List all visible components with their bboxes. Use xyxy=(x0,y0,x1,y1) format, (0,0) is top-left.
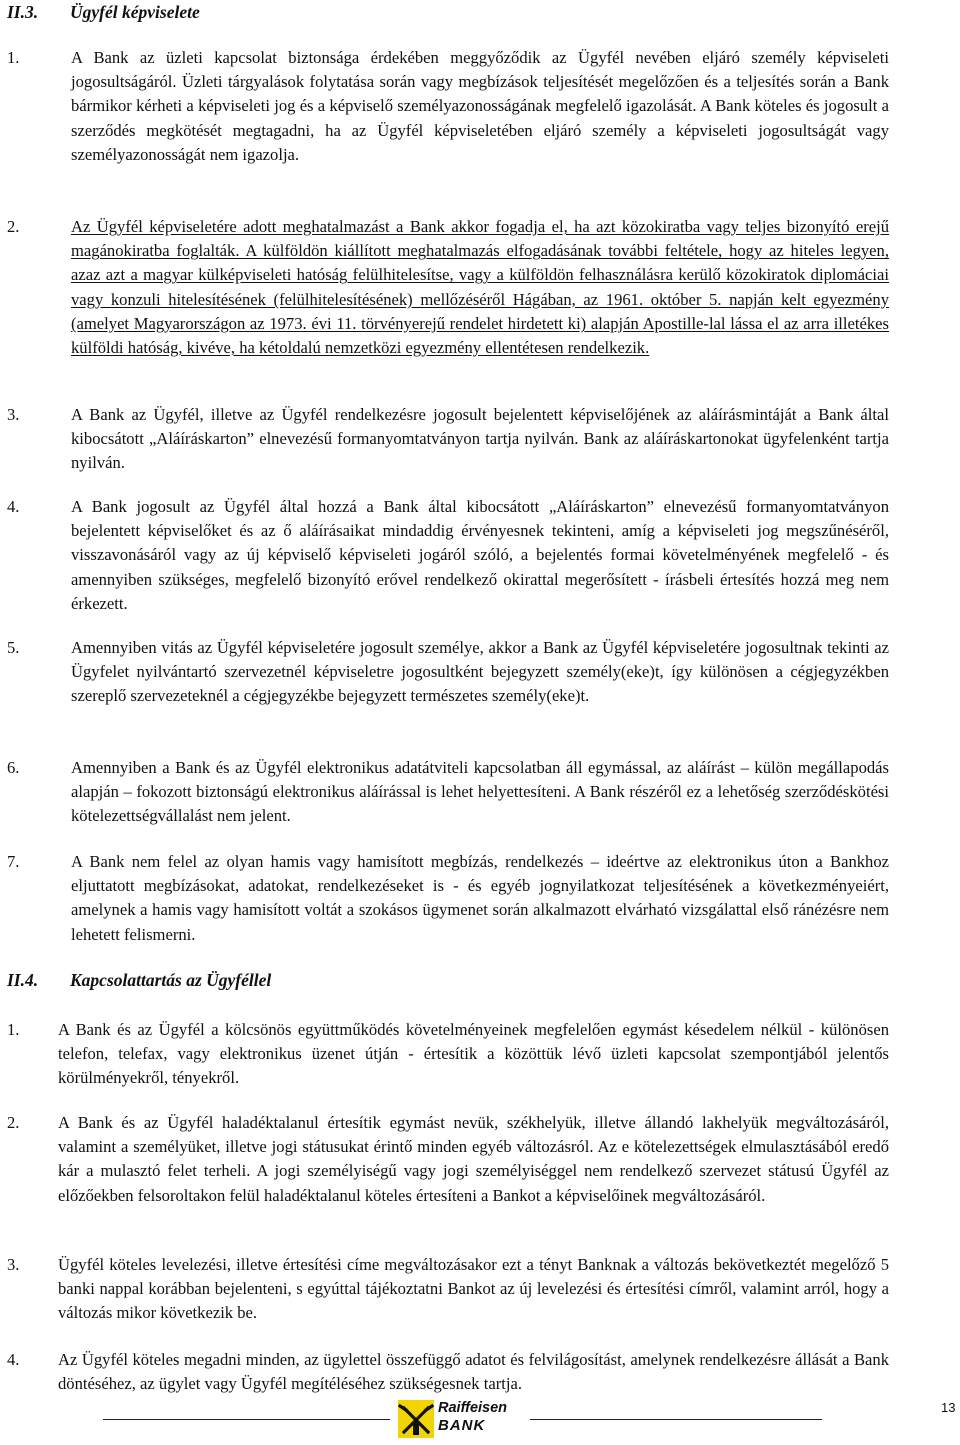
item-number: 6. xyxy=(7,758,20,777)
item-number: 3. xyxy=(7,405,20,424)
footer-rule-left xyxy=(103,1419,390,1420)
page-number: 13 xyxy=(941,1400,956,1415)
item-number: 7. xyxy=(7,852,20,871)
raiffeisen-logo xyxy=(398,1400,528,1438)
section-title: Kapcsolattartás az Ügyféllel xyxy=(70,970,272,990)
list-item xyxy=(7,1348,889,1396)
list-item xyxy=(7,756,889,829)
list-item xyxy=(7,495,889,616)
list-item xyxy=(7,1253,889,1326)
item-number: 4. xyxy=(7,497,20,516)
item-text: A Bank nem felel az olyan hamis vagy hamisított megbízás, rendelkezés – ideértve az elektronikus úton a Bankhoz eljuttatott megbízásokat, adatokat, rendelkezéseket is - és egyéb jognyilatkozat teljesítésének a következményeiért, amelynek a hamis vagy hamisított voltát a szokásos ügymenet során alkalmazott elvárható vizsgálattal első ránézésre nem lehetett felismerni. xyxy=(71,852,889,944)
item-text: A Bank jogosult az Ügyfél által hozzá a Bank által kibocsátott „Aláíráskarton” elnevezésű formanyomtatványon bejelentett képviselőket és az ő aláírásaikat mindaddig érvényesnek tekinteni, amíg a képviseleti jog megszűnéséről, visszavonásáról vagy az új képviselő képviseleti jogáról szóló, a bejelentés formai követelményének megfelelő - és amennyiben szükséges, megfelelő bizonyító erővel rendelkező okirattal megerősített - írásbeli értesítés hozzá meg nem érkezett. xyxy=(71,497,889,613)
item-number: 5. xyxy=(7,638,20,657)
item-number: 2. xyxy=(7,217,20,236)
item-text: Amennyiben vitás az Ügyfél képviseletére jogosult személye, akkor a Bank az Ügyfél képviseletére jogosultnak tekinti az Ügyfelet nyilvántartó szervezetnél képviseletre jogosultként bejegyzett személy(eke)t, így különösen a cégjegyzékben szereplő szervezeteknél a cégjegyzékbe bejegyzett természetes személy(eke)t. xyxy=(71,638,889,706)
list-item xyxy=(7,850,889,947)
section-number: II.4. xyxy=(7,970,39,990)
item-text: A Bank és az Ügyfél a kölcsönös együttműködés követelményeinek megfelelően egymást késedelem nélkül - különösen telefon, telefax, vagy elektronikus üzenet útján - értesítik a közöttük lévő üzleti kapcsolat szempontjából jelentős körülményekről, tényekről. xyxy=(58,1020,889,1088)
item-number: 4. xyxy=(7,1350,20,1369)
section-title: Ügyfél képviselete xyxy=(70,2,200,22)
section-number: II.3. xyxy=(7,2,39,22)
item-text: Az Ügyfél köteles megadni minden, az ügylettel összefüggő adatot és felvilágosítást, amelynek rendelkezésre állását a Bank döntéséhez, az ügylet vagy Ügyfél megítéléséhez szükségesnek tartja. xyxy=(58,1350,889,1394)
gable-cross-icon xyxy=(398,1400,434,1438)
item-text: A Bank az üzleti kapcsolat biztonsága érdekében meggyőződik az Ügyfél nevében eljáró személy képviseleti jogosultságáról. Üzleti tárgyalások folytatása során vagy megbízások teljesítését megelőzően és a teljesítés során a Bank bármikor kérheti a képviseleti jog és a képviselő személyazonosságának megfelelő igazolását. A Bank köteles és jogosult a szerződés megkötését megtagadni, ha az Ügyfél képviseletében eljáró személy a képviseleti jogosultságát vagy személyazonosságát nem igazolja. xyxy=(71,48,889,164)
list-item xyxy=(7,636,889,709)
item-text: Ügyfél köteles levelezési, illetve értesítési címe megváltozásakor ezt a tényt Banknak a változás bekövetkeztét megelőző 5 banki nappal korábban bejelenteni, s egyúttal tájékoztatni Bankot az új levelezési és értesítési címről, valamint arról, hogy a változás mikor következik be. xyxy=(58,1255,889,1323)
item-number: 1. xyxy=(7,48,20,67)
item-number: 3. xyxy=(7,1255,20,1274)
list-item xyxy=(7,1111,889,1208)
item-text: A Bank az Ügyfél, illetve az Ügyfél rendelkezésre jogosult bejelentett képviselőjének az aláírásmintáját a Bank által kibocsátott „Aláíráskarton” elnevezésű formanyomtatványon tartja nyilván. Bank az aláíráskartonokat ügyfelenként tartja nyilván. xyxy=(71,405,889,473)
item-text: Az Ügyfél képviseletére adott meghatalmazást a Bank akkor fogadja el, ha azt közokiratba vagy teljes bizonyító erejű magánokiratba foglalták. A külföldön kiállított meghatalmazás elfogadásának további feltétele, hogy az hiteles legyen, azaz azt a magyar külképviseleti hatóság felülhitelesítse, vagy a külföldön felhasználásra kerülő közokiratok diplomáciai vagy konzuli hitelesítésének (felülhitelesítésének) mellőzéséről Hágában, az 1961. október 5. napján kelt egyezmény (amelyet Magyarországon az 1973. évi 11. törvényerejű rendelet hirdetett ki) alapján Apostille-lal lássa el az arra illetékes külföldi hatóság, kivéve, ha kétoldalú nemzetközi egyezmény ellentétesen rendelkezik. xyxy=(71,217,889,358)
item-number: 1. xyxy=(7,1020,20,1039)
list-item xyxy=(7,215,889,360)
footer-rule-right xyxy=(530,1419,822,1420)
list-item xyxy=(7,403,889,476)
logo-line1: Raiffeisen xyxy=(438,1400,508,1416)
logo-line2: BANK xyxy=(438,1417,486,1434)
item-text: A Bank és az Ügyfél haladéktalanul értesítik egymást nevük, székhelyük, illetve állandó lakhelyük megváltozásáról, valamint a személyüket, illetve jogi státusukat érintő minden egyéb változásról. Az e kötelezettségek elmulasztásából eredő kár a mulasztó felet terheli. A jogi személyiségű vagy jogi személyiséggel nem rendelkező szervezet státusú Ügyfél az előzőekben felsoroltakon felül haladéktalanul köteles értesíteni a Bankot a képviselőinek megváltozásáról. xyxy=(58,1113,889,1205)
item-text: Amennyiben a Bank és az Ügyfél elektronikus adatátviteli kapcsolatban áll egymással, az aláírást – külön megállapodás alapján – fokozott biztonságú elektronikus aláírással is lehet helyettesíteni. A Bank részéről ez a lehetőség szerződéskötési kötelezettségvállalást nem jelent. xyxy=(71,758,889,826)
item-number: 2. xyxy=(7,1113,20,1132)
list-item xyxy=(7,46,889,167)
list-item xyxy=(7,1018,889,1091)
